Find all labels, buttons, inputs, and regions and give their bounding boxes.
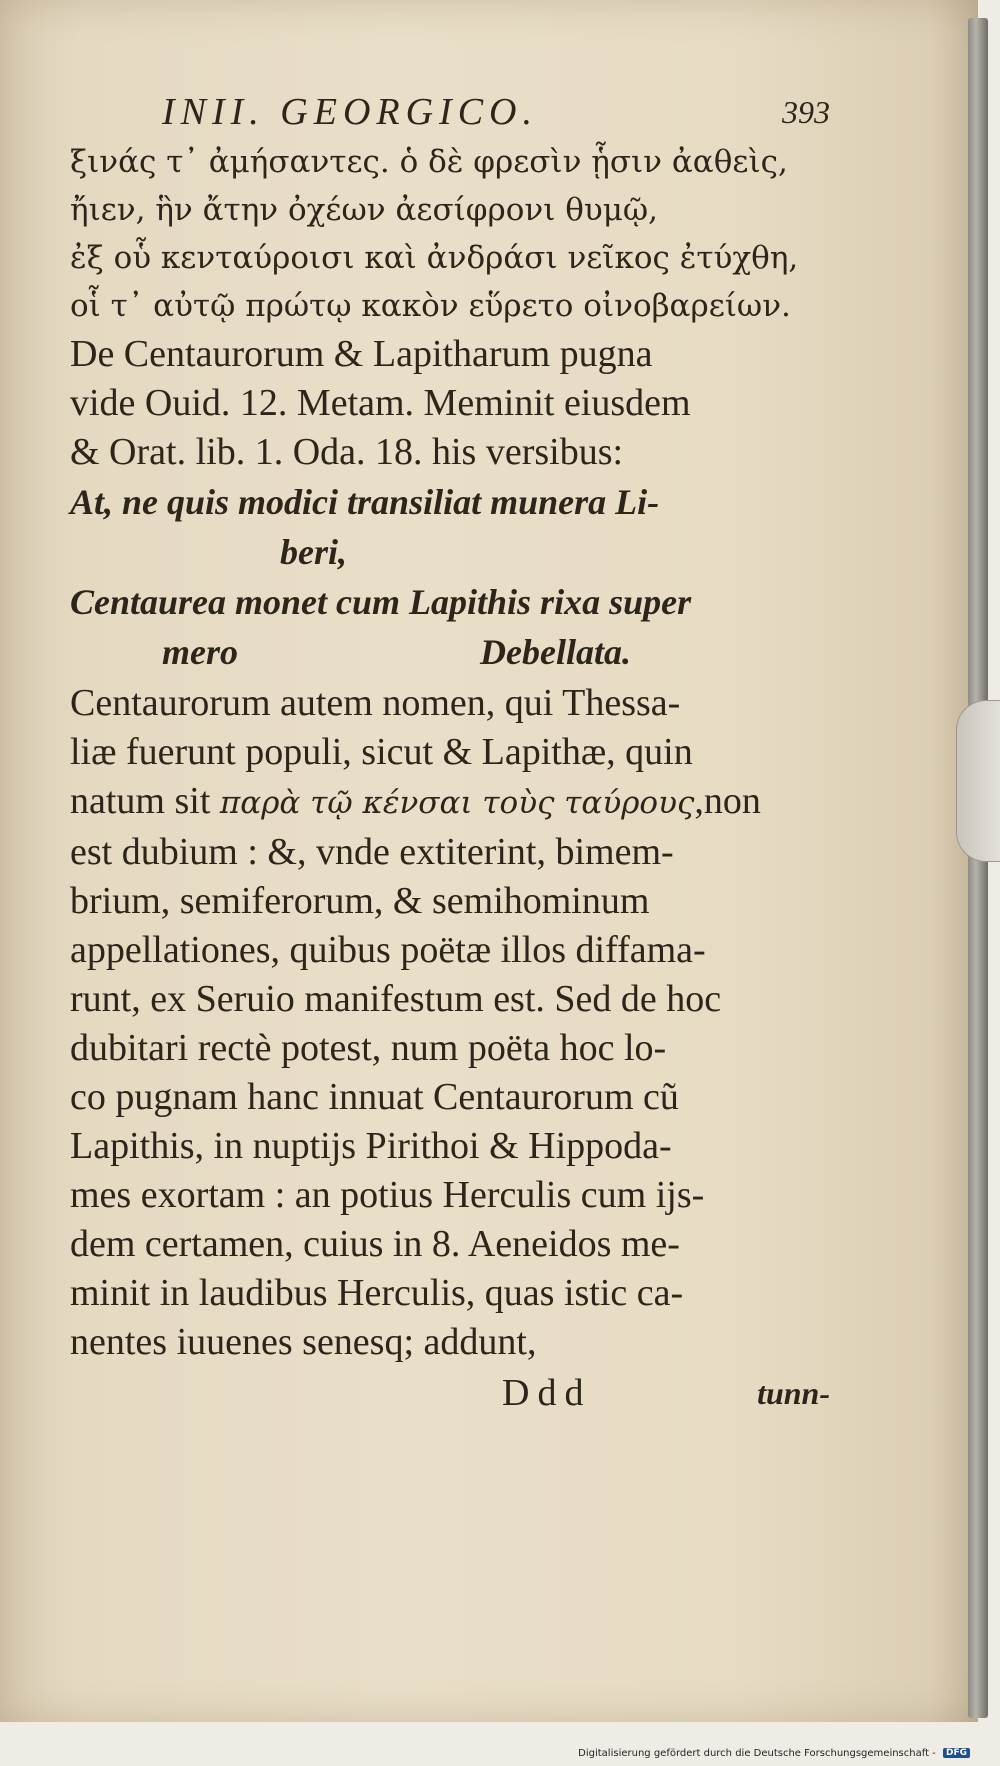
greek-verse-line: ἐξ οὗ κενταύροισι καὶ ἀνδράσι νεῖκος ἐτύχθη,: [70, 240, 799, 276]
latin-text-line: dubitari rectè potest, num poëta hoc lo-: [70, 1027, 667, 1069]
quoted-verse-line: beri,: [280, 532, 347, 572]
latin-text-line: dem certamen, cuius in 8. Aeneidos me-: [70, 1223, 680, 1265]
mixed-line-post: ,non: [694, 780, 761, 822]
page-edge: [968, 18, 988, 1718]
quoted-verse-line: Centaurea monet cum Lapithis rixa super: [70, 582, 692, 622]
greek-verse-line: οἷ τ᾽ αὐτῷ πρώτῳ κακὸν εὕρετο οἰνοβαρείων.: [70, 288, 791, 324]
latin-text-line: De Centaurorum & Lapitharum pugna: [70, 333, 653, 375]
latin-text-line: Centaurorum autem nomen, qui Thessa-: [70, 682, 681, 724]
latin-text-line: vide Ouid. 12. Metam. Meminit eiusdem: [70, 382, 691, 424]
latin-text-line: runt, ex Seruio manifestum est. Sed de hoc: [70, 978, 722, 1020]
page-content: [70, 90, 830, 1421]
running-head: INII. GEORGICO.: [162, 91, 539, 133]
latin-text-line: appellationes, quibus poëtæ illos diffama-: [70, 929, 706, 971]
page-header: [70, 90, 830, 138]
latin-text-line: mes exortam : an potius Herculis cum ijs-: [70, 1174, 705, 1216]
quoted-verse-fragment: mero: [162, 632, 238, 672]
latin-text-line: nentes iuuenes senesq; addunt,: [70, 1321, 537, 1363]
greek-verse-line: ἤιεν, ἣν ἄτην ὀχέων ἀεσίφρονι θυμῷ,: [70, 192, 659, 228]
latin-text-line: Lapithis, in nuptijs Pirithoi & Hippoda-: [70, 1125, 672, 1167]
page-footer: [70, 1371, 830, 1421]
latin-greek-mixed-line: [70, 777, 830, 828]
greek-verse-line: ξινάς τ᾽ ἀμήσαντες. ὁ δὲ φρεσὶν ᾗσιν ἀαθεὶς,: [70, 144, 788, 180]
latin-text-line: & Orat. lib. 1. Oda. 18. his versibus:: [70, 431, 624, 473]
latin-text-line: minit in laudibus Herculis, quas istic ca-: [70, 1272, 684, 1314]
page-number: 393: [782, 94, 830, 130]
mixed-line-pre: natum sit: [70, 780, 220, 822]
latin-text-line: liæ fuerunt populi, sicut & Lapithæ, quin: [70, 731, 693, 773]
latin-text-line: brium, semiferorum, & semihominum: [70, 880, 650, 922]
digitization-credit: [578, 1748, 970, 1759]
mixed-line-greek: παρὰ τῷ κένσαι τοὺς ταύρους: [219, 785, 695, 821]
quoted-verse-fragment: Debellata.: [480, 632, 631, 672]
credit-text: Digitalisierung gefördert durch die Deutsche Forschungsgemeinschaft -: [578, 1748, 936, 1759]
quoted-verse-split-line: [70, 627, 830, 679]
catchword: tunn-: [757, 1375, 830, 1411]
latin-text-line: est dubium : &, vnde extiterint, bimem-: [70, 831, 674, 873]
scan-clip-tab: [956, 700, 1000, 862]
latin-text-line: co pugnam hanc innuat Centaurorum cũ: [70, 1076, 679, 1118]
dfg-logo: DFG: [943, 1748, 970, 1758]
quoted-verse-line: At, ne quis modici transiliat munera Li-: [70, 482, 660, 522]
signature-mark: Ddd: [502, 1372, 592, 1414]
